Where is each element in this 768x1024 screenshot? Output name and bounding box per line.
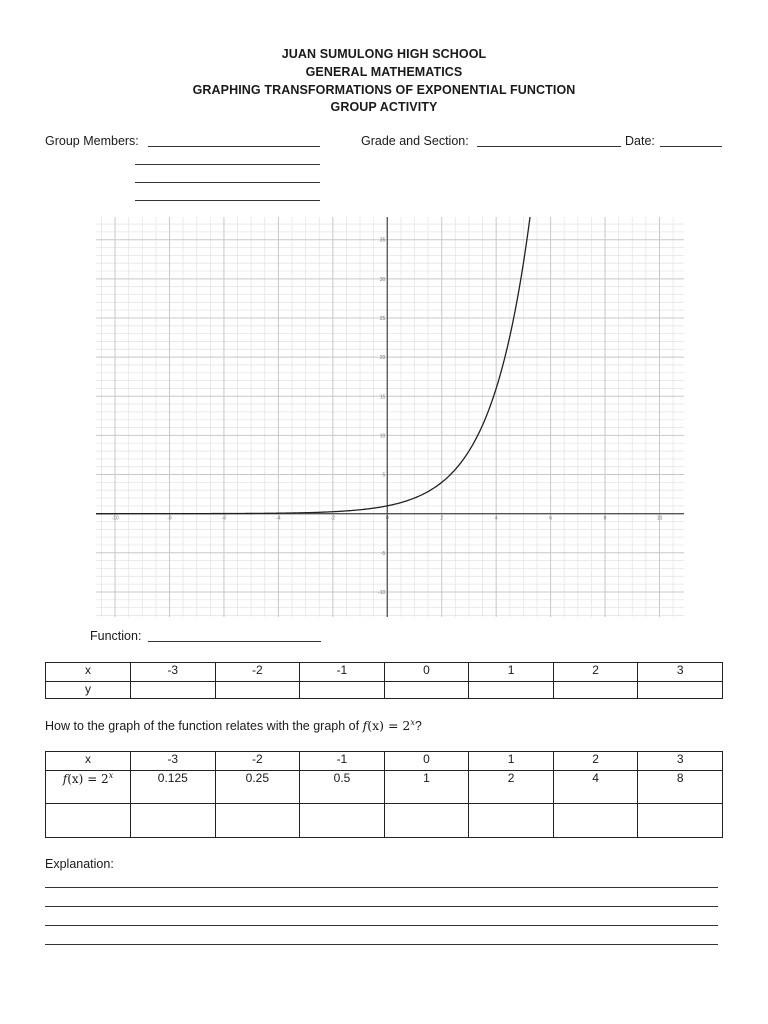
blank-input-cell[interactable] <box>384 804 469 838</box>
explanation-line-1[interactable] <box>45 887 718 888</box>
function-label: Function: <box>90 629 142 643</box>
blank-input-cell[interactable] <box>553 804 638 838</box>
svg-text:-8: -8 <box>167 515 172 522</box>
x-cell: 3 <box>638 752 723 771</box>
y-input-cell[interactable] <box>553 682 638 699</box>
blank-input-cell[interactable] <box>215 804 300 838</box>
svg-text:15: 15 <box>379 394 386 401</box>
svg-text:-10: -10 <box>378 589 386 596</box>
row-header-x: x <box>46 663 131 682</box>
y-input-cell[interactable] <box>300 682 385 699</box>
comparison-question: How to the graph of the function relates with the graph of $f(x) = 2^x$? <box>45 718 422 734</box>
subject-title: GENERAL MATHEMATICS <box>305 65 463 79</box>
blank-input-cell[interactable] <box>300 804 385 838</box>
explanation-line-4[interactable] <box>45 944 718 945</box>
x-cell: 0 <box>384 663 469 682</box>
svg-text:8: 8 <box>603 515 607 522</box>
blank-input-cell[interactable] <box>46 804 131 838</box>
x-cell: -1 <box>300 752 385 771</box>
parent-function-table <box>45 751 723 838</box>
fx-cell: 0.25 <box>215 771 300 804</box>
blank-input-cell[interactable] <box>469 804 554 838</box>
question-formula: $f(x) = 2^x$ <box>362 718 415 734</box>
svg-text:0: 0 <box>385 515 389 522</box>
x-cell: -3 <box>131 663 216 682</box>
fx-cell: 4 <box>553 771 638 804</box>
date-label: Date: <box>625 134 655 148</box>
school-name: JUAN SUMULONG HIGH SCHOOL <box>281 47 487 61</box>
fx-cell: 0.5 <box>300 771 385 804</box>
activity-title: GROUP ACTIVITY <box>330 100 438 114</box>
date-field[interactable] <box>660 146 722 147</box>
svg-text:20: 20 <box>379 355 386 362</box>
y-input-cell[interactable] <box>131 682 216 699</box>
xy-table <box>45 662 723 699</box>
svg-text:4: 4 <box>494 515 498 522</box>
svg-text:35: 35 <box>379 237 386 244</box>
x-cell: 0 <box>384 752 469 771</box>
y-input-cell[interactable] <box>384 682 469 699</box>
svg-text:30: 30 <box>379 276 386 283</box>
svg-text:5: 5 <box>382 472 386 479</box>
row-header-fx: $f(x) = 2^x$ <box>46 771 131 804</box>
group-members-label: Group Members: <box>45 134 139 148</box>
question-text: How to the graph of the function relates with the graph of <box>45 719 363 734</box>
svg-text:-5: -5 <box>380 550 386 557</box>
table-row-x <box>46 752 723 771</box>
y-input-cell[interactable] <box>469 682 554 699</box>
x-cell: -2 <box>215 752 300 771</box>
table-row-y <box>46 682 723 699</box>
explanation-label: Explanation: <box>45 857 114 871</box>
x-cell: -1 <box>300 663 385 682</box>
explanation-line-3[interactable] <box>45 925 718 926</box>
x-cell: 1 <box>469 752 554 771</box>
coordinate-graph <box>96 217 684 617</box>
svg-text:10: 10 <box>656 515 663 522</box>
svg-text:-2: -2 <box>330 515 336 522</box>
y-input-cell[interactable] <box>638 682 723 699</box>
svg-text:2: 2 <box>440 515 444 522</box>
table-row-blank <box>46 804 723 838</box>
svg-text:-4: -4 <box>276 515 281 522</box>
svg-text:10: 10 <box>379 433 386 440</box>
fx-cell: 0.125 <box>131 771 216 804</box>
svg-text:25: 25 <box>379 315 386 322</box>
x-cell: 1 <box>469 663 554 682</box>
explanation-line-2[interactable] <box>45 906 718 907</box>
fx-cell: 1 <box>384 771 469 804</box>
group-member-field-1[interactable] <box>148 146 320 147</box>
x-cell: 2 <box>553 663 638 682</box>
svg-text:-10: -10 <box>111 515 119 522</box>
x-cell: -2 <box>215 663 300 682</box>
fx-cell: 8 <box>638 771 723 804</box>
x-cell: 2 <box>553 752 638 771</box>
table-row-fx <box>46 771 723 804</box>
group-member-field-2[interactable] <box>135 164 320 165</box>
row-header-y: y <box>46 682 131 699</box>
svg-text:6: 6 <box>549 515 553 522</box>
group-member-field-3[interactable] <box>135 182 320 183</box>
row-header-x: x <box>46 752 131 771</box>
grade-section-field[interactable] <box>477 146 621 147</box>
y-input-cell[interactable] <box>215 682 300 699</box>
svg-text:-6: -6 <box>221 515 227 522</box>
x-cell: 3 <box>638 663 723 682</box>
fx-cell: 2 <box>469 771 554 804</box>
topic-title: GRAPHING TRANSFORMATIONS OF EXPONENTIAL FUNCTION <box>192 83 576 97</box>
group-member-field-4[interactable] <box>135 200 320 201</box>
blank-input-cell[interactable] <box>131 804 216 838</box>
table-row-x <box>46 663 723 682</box>
function-field[interactable] <box>148 641 321 642</box>
grade-section-label: Grade and Section: <box>361 134 469 148</box>
x-cell: -3 <box>131 752 216 771</box>
blank-input-cell[interactable] <box>638 804 723 838</box>
